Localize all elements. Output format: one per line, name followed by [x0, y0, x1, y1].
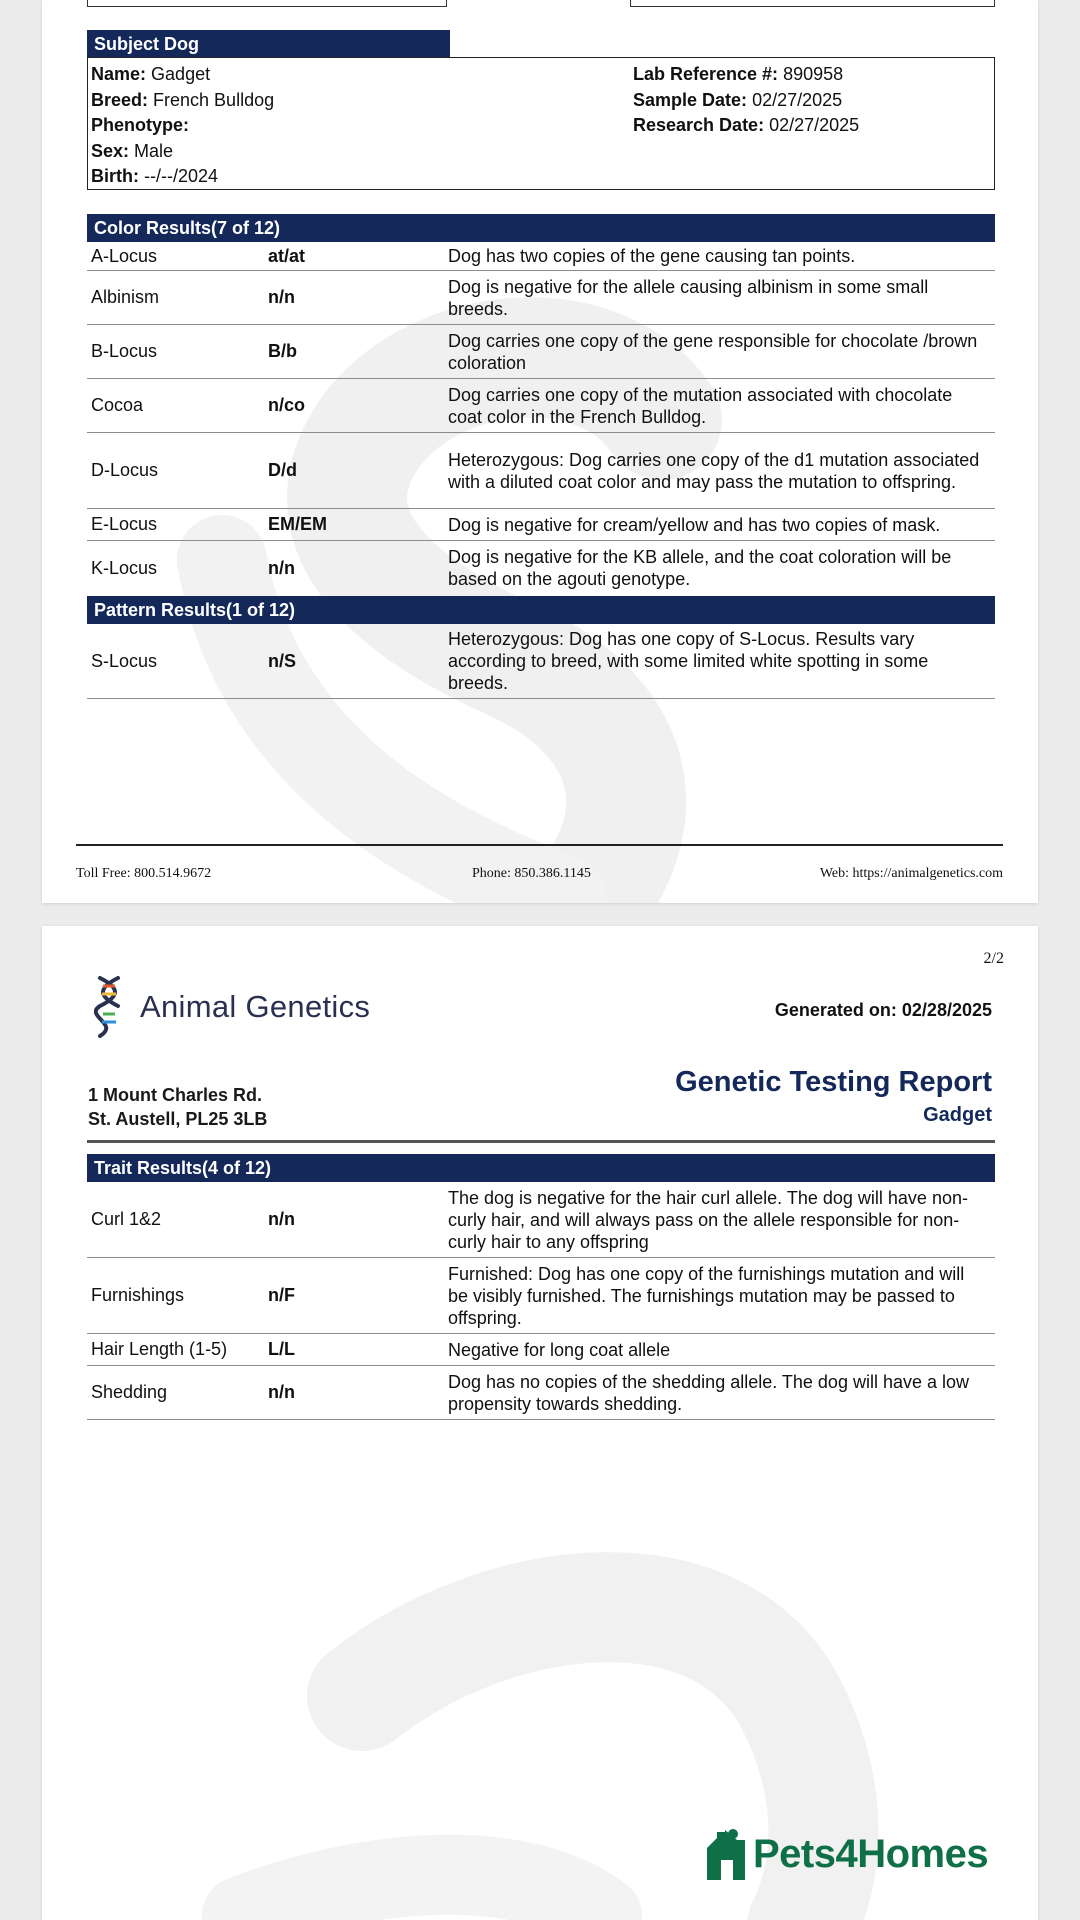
footer-web[interactable]: Web: https://animalgenetics.com — [819, 866, 1003, 881]
trait-description: Dog has two copies of the gene causing tan points. — [448, 246, 856, 266]
trait-name: Curl 1&2 — [91, 1209, 162, 1229]
table-row — [87, 1258, 995, 1334]
trait-name: D-Locus — [91, 460, 159, 480]
trait-name: Albinism — [91, 287, 160, 307]
table-row — [87, 433, 995, 509]
genotype: n/n — [268, 1209, 295, 1229]
trait-description: Dog carries one copy of the mutation associated with chocolate coat color in the French Bulldog. — [448, 384, 953, 427]
table-row — [87, 541, 995, 595]
footer-phone: Phone: 850.386.1145 — [472, 866, 591, 881]
trait-description: Dog has no copies of the shedding allele. The dog will have a low propensity towards shedding. — [448, 1371, 970, 1414]
trait-name: S-Locus — [91, 650, 158, 671]
research-date: Research Date: 02/27/2025 — [633, 115, 860, 135]
genotype: D/d — [268, 460, 297, 480]
subject-left-column — [91, 62, 274, 190]
pattern-results-header: Pattern Results(1 of 12) — [87, 596, 995, 624]
header-rule — [87, 1140, 995, 1143]
prev-box-stub — [87, 0, 447, 7]
color-results-header: Color Results(7 of 12) — [87, 214, 995, 242]
trait-description: Dog is negative for the allele causing albinism in some small breeds. — [448, 276, 929, 319]
subject-dog-box — [87, 57, 995, 190]
trait-name: Shedding — [91, 1382, 168, 1402]
lab-reference: Lab Reference #: 890958 — [633, 64, 844, 84]
report-subject: Gadget — [923, 1104, 992, 1126]
address-line-1: 1 Mount Charles Rd. — [88, 1085, 263, 1105]
trait-description: Dog is negative for cream/yellow and has two copies of mask. — [448, 514, 941, 535]
subject-right-column — [633, 62, 859, 139]
trait-name: B-Locus — [91, 341, 158, 361]
subject-name: Name: Gadget — [91, 64, 211, 84]
table-row — [87, 325, 995, 379]
subject-birth: Birth: --/--/2024 — [91, 166, 219, 186]
genotype: EM/EM — [268, 514, 328, 534]
trait-results-table — [87, 1182, 995, 1420]
page-number: 2/2 — [983, 950, 1004, 967]
genotype: L/L — [268, 1339, 295, 1359]
trait-description: Heterozygous: Dog has one copy of S-Locus. Results vary according to breed, with some limited white spotting in some breeds. — [448, 629, 929, 693]
pets4homes-brand: Pets4Homes — [753, 1831, 989, 1876]
genotype: n/n — [268, 1382, 295, 1402]
subject-dog-header: Subject Dog — [87, 30, 450, 58]
brand-name: Animal Genetics — [140, 989, 371, 1024]
pattern-results-table — [87, 624, 995, 699]
subject-phenotype: Phenotype: — [91, 115, 190, 135]
table-row — [87, 271, 995, 325]
table-row — [87, 242, 995, 271]
trait-name: Furnishings — [91, 1285, 185, 1305]
trait-description: Heterozygous: Dog carries one copy of the d1 mutation associated with a diluted coat color and may pass the mutation to offspring. — [448, 449, 980, 492]
trait-description: Dog carries one copy of the gene responsible for chocolate /brown coloration — [448, 330, 978, 373]
color-results-table — [87, 242, 995, 595]
prev-box-stub — [630, 0, 995, 7]
footer-rule — [76, 844, 1003, 846]
table-row — [87, 1334, 995, 1366]
trait-description: Dog is negative for the KB allele, and the coat coloration will be based on the agouti genotype. — [448, 547, 952, 589]
trait-description: Furnished: Dog has one copy of the furnishings mutation and will be visibly furnished. The furnishings mutation may be passed to offspring. — [448, 1263, 965, 1328]
pets4homes-house-icon — [703, 1826, 749, 1882]
generated-date: Generated on: 02/28/2025 — [774, 1000, 992, 1020]
table-row — [87, 1182, 995, 1258]
genotype: at/at — [268, 245, 306, 266]
trait-name: A-Locus — [91, 245, 158, 266]
dna-helix-icon — [94, 974, 124, 1040]
pets4homes-watermark — [703, 1826, 988, 1882]
address-line-2: St. Austell, PL25 3LB — [88, 1109, 268, 1129]
report-title: Genetic Testing Report — [675, 1066, 992, 1098]
sample-date: Sample Date: 02/27/2025 — [633, 89, 843, 110]
subject-sex: Sex: Male — [91, 140, 174, 161]
genotype: n/n — [268, 287, 295, 307]
trait-description: The dog is negative for the hair curl allele. The dog will have non-curly hair, and will always pass on the allele responsible for non-curly hair to any offspring — [448, 1187, 968, 1252]
subject-breed: Breed: French Bulldog — [91, 89, 275, 110]
genotype: n/co — [268, 395, 306, 415]
trait-name: Hair Length (1-5) — [91, 1339, 228, 1359]
trait-name: K-Locus — [91, 557, 158, 578]
trait-name: E-Locus — [91, 514, 158, 534]
table-row — [87, 1366, 995, 1420]
table-row — [87, 379, 995, 433]
trait-results-header: Trait Results(4 of 12) — [87, 1154, 995, 1182]
genotype: n/S — [268, 650, 297, 671]
footer-toll-free: Toll Free: 800.514.9672 — [76, 866, 212, 881]
report-page-1 — [42, 0, 1038, 903]
genotype: B/b — [268, 341, 297, 361]
table-row — [87, 624, 995, 699]
genotype: n/n — [268, 557, 295, 578]
genotype: n/F — [268, 1285, 295, 1305]
trait-name: Cocoa — [91, 395, 144, 415]
report-page-2 — [42, 926, 1038, 1920]
animal-genetics-logo — [94, 972, 370, 1042]
trait-description: Negative for long coat allele — [448, 1339, 671, 1360]
table-row — [87, 509, 995, 541]
